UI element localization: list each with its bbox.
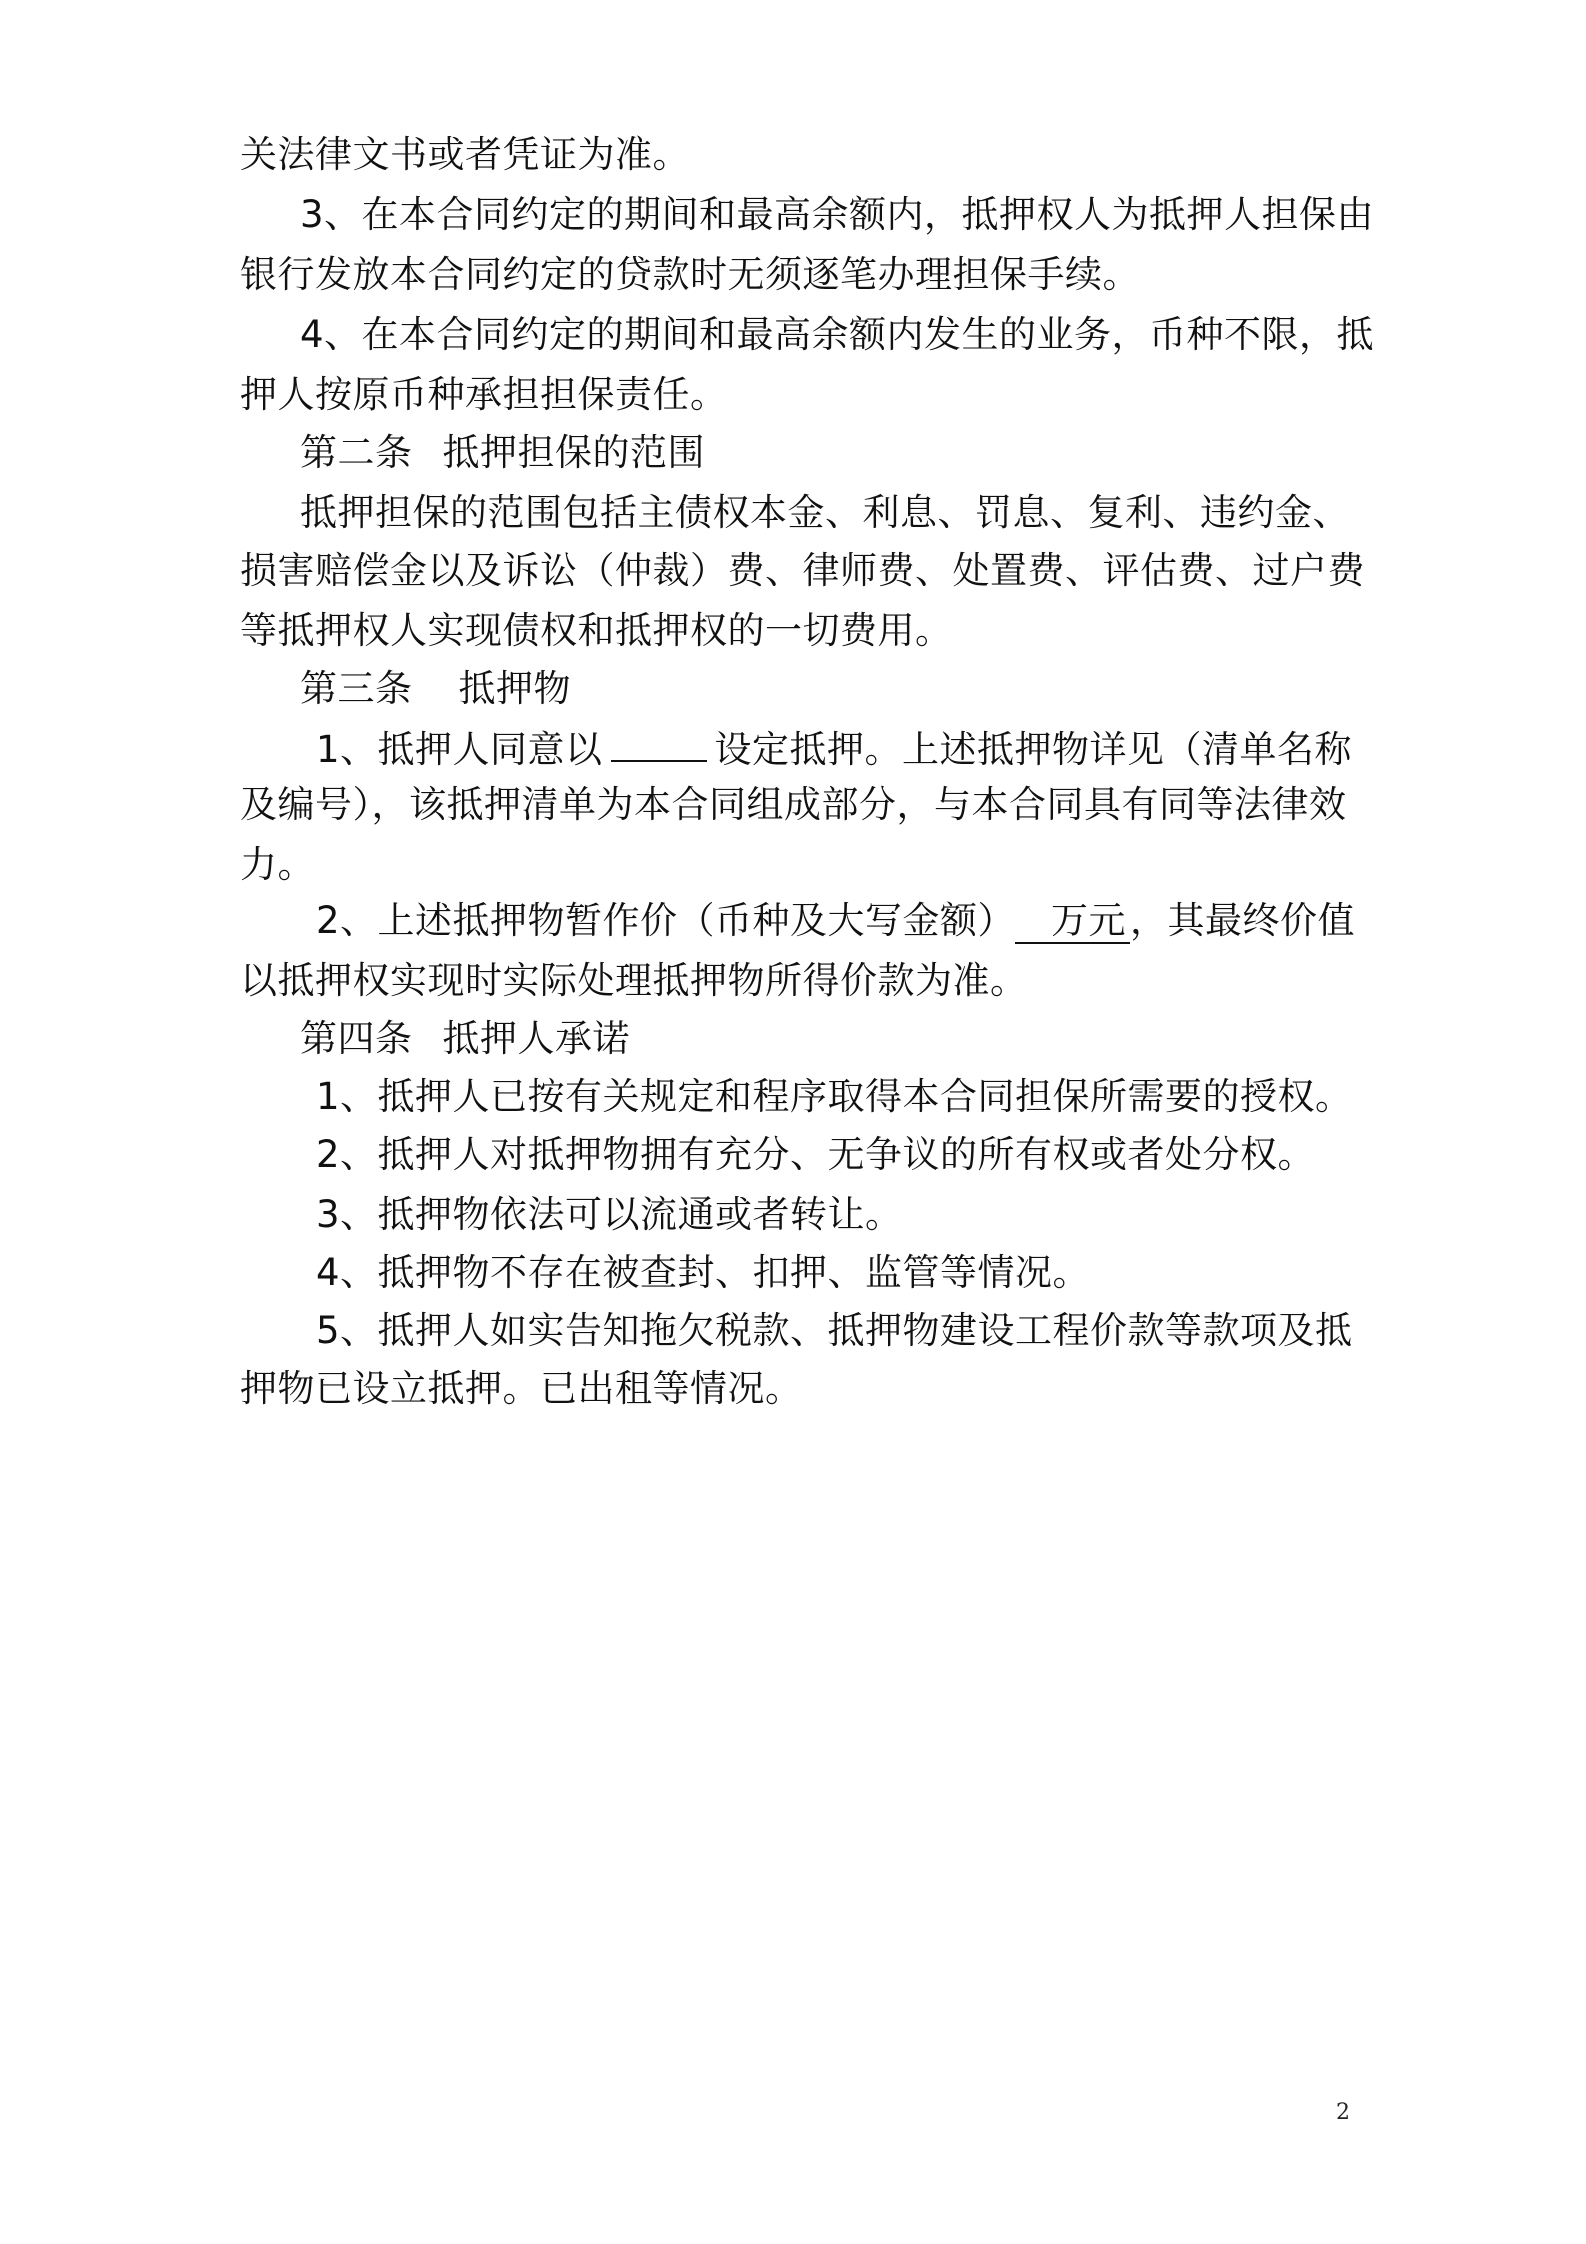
article-3-title: 抵押物 (458, 667, 571, 710)
valuation-amount-field: 万元 (1015, 899, 1130, 944)
paragraph-line: 银行发放本合同约定的贷款时无须逐笔办理担保手续。 (240, 253, 1140, 296)
list-item: 5、抵押人如实告知拖欠税款、抵押物建设工程价款等款项及抵 (316, 1309, 1353, 1352)
paragraph-line: 抵押担保的范围包括主债权本金、利息、罚息、复利、违约金、 (300, 491, 1350, 534)
paragraph-line: 押物已设立抵押。已出租等情况。 (240, 1367, 803, 1410)
article-2-heading (300, 428, 1360, 478)
paragraph-line: 力。 (240, 843, 315, 886)
list-item: 2、抵押人对抵押物拥有充分、无争议的所有权或者处分权。 (316, 1133, 1316, 1176)
article-2-title: 抵押担保的范围 (442, 431, 705, 474)
paragraph-line: 3、在本合同约定的期间和最高余额内，抵押权人为抵押人担保由 (300, 193, 1375, 236)
article-4-title: 抵押人承诺 (442, 1017, 630, 1060)
page-number: 2 (1336, 2100, 1350, 2125)
paragraph-line: 损害赔偿金以及诉讼（仲裁）费、律师费、处置费、评估费、过户费 (240, 549, 1365, 592)
paragraph-line: 以抵押权实现时实际处理抵押物所得价款为准。 (240, 959, 1028, 1002)
article-3-number: 第三条 (300, 667, 413, 710)
paragraph-line: 押人按原币种承担担保责任。 (240, 373, 728, 416)
item-1-text-after: 设定抵押。上述抵押物详见（清单名称 (714, 728, 1353, 771)
paragraph-line: 4、在本合同约定的期间和最高余额内发生的业务，币种不限，抵 (300, 313, 1375, 356)
article-2-number: 第二条 (300, 431, 413, 474)
article-4-heading (300, 1014, 1360, 1064)
article-4-number: 第四条 (300, 1017, 413, 1060)
list-item: 3、抵押物依法可以流通或者转让。 (316, 1193, 903, 1236)
article-3-item-1 (316, 722, 1360, 772)
article-3-item-2 (316, 896, 1360, 946)
paragraph-line: 关法律文书或者凭证为准。 (240, 133, 690, 176)
list-item: 4、抵押物不存在被查封、扣押、监管等情况。 (316, 1251, 1091, 1294)
list-item: 1、抵押人已按有关规定和程序取得本合同担保所需要的授权。 (316, 1075, 1353, 1118)
item-2-text-before: 2、上述抵押物暂作价（币种及大写金额） (316, 899, 1016, 942)
paragraph-line: 等抵押权人实现债权和抵押权的一切费用。 (240, 609, 953, 652)
item-2-text-after: ，其最终价值 (1130, 899, 1356, 942)
collateral-blank-field (611, 722, 707, 762)
paragraph-line: 及编号），该抵押清单为本合同组成部分，与本合同具有同等法律效 (240, 783, 1347, 826)
article-3-heading (300, 664, 1360, 714)
item-1-text-before: 1、抵押人同意以 (316, 728, 603, 771)
